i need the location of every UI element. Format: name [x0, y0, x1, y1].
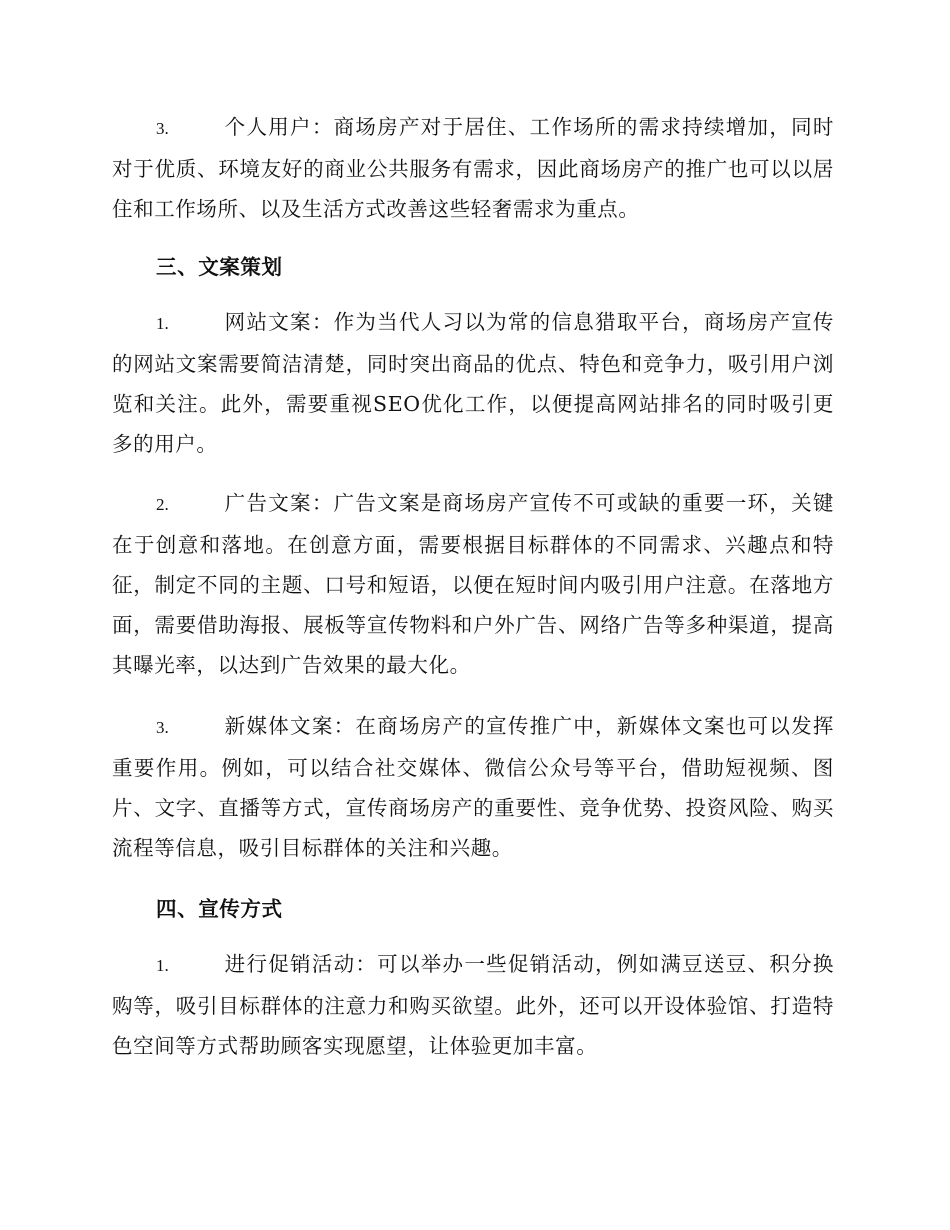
- paragraph-text: 新媒体文案：在商场房产的宣传推广中，新媒体文案也可以发挥重要作用。例如，可以结合社交媒体、微信公众号等平台，借助短视频、图片、文字、直播等方式，宣传商场房产的重要性、竞争优势、投资风险、购买流程等信息，吸引目标群体的关注和兴趣。: [112, 714, 834, 860]
- paragraph-text: 网站文案：作为当代人习以为常的信息猎取平台，商场房产宣传的网站文案需要简洁清楚，同时突出商品的优点、特色和竞争力，吸引用户浏览和关注。此外，需要重视SEO优化工作，以便提高网站排名的同时吸引更多的用户。: [112, 310, 834, 456]
- list-item-ad-copy: [112, 483, 834, 685]
- list-number: 3.: [156, 119, 169, 138]
- list-number: 2.: [156, 495, 169, 514]
- section-heading-promotion-methods: 四、宣传方式: [156, 897, 283, 921]
- list-number: 3.: [156, 718, 169, 737]
- list-number: 1.: [156, 314, 169, 333]
- list-item-website-copy: [112, 302, 834, 464]
- paragraph-text: 个人用户：商场房产对于居住、工作场所的需求持续增加，同时对于优质、环境友好的商业公共服务有需求，因此商场房产的推广也可以以居住和工作场所、以及生活方式改善这些轻奢需求为重点。: [112, 115, 834, 221]
- paragraph-text: 广告文案：广告文案是商场房产宣传不可或缺的重要一环，关键在于创意和落地。在创意方面，需要根据目标群体的不同需求、兴趣点和特征，制定不同的主题、口号和短语，以便在短时间内吸引用户注意。在落地方面，需要借助海报、展板等宣传物料和户外广告、网络广告等多种渠道，提高其曝光率，以达到广告效果的最大化。: [112, 491, 834, 677]
- list-item-personal-users: [112, 107, 834, 229]
- list-item-promotion-activities: [112, 944, 834, 1066]
- list-item-new-media-copy: [112, 706, 834, 868]
- paragraph-text: 进行促销活动：可以举办一些促销活动，例如满豆送豆、积分换购等，吸引目标群体的注意力和购买欲望。此外，还可以开设体验馆、打造特色空间等方式帮助顾客实现愿望，让体验更加丰富。: [112, 952, 834, 1058]
- list-number: 1.: [156, 956, 169, 975]
- section-heading-copywriting: 三、文案策划: [156, 255, 283, 279]
